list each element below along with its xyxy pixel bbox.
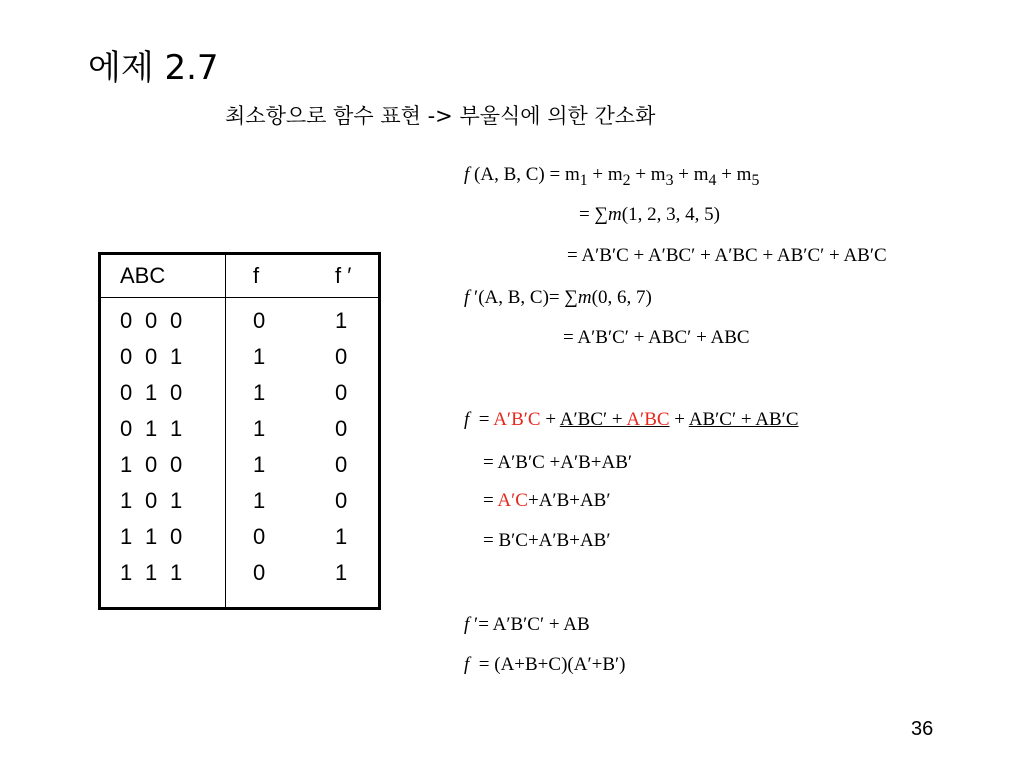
func-f: f [464, 654, 470, 675]
cell-b: 1 [145, 560, 158, 585]
cell-a: 0 [120, 380, 133, 405]
eq-text: = ∑ [579, 204, 609, 225]
cell-f: 0 [253, 524, 266, 549]
cell-f-prime: 0 [335, 488, 348, 513]
eq-text: + m [716, 164, 752, 185]
equation-step-2 [483, 490, 611, 512]
eq-term: A′BC′ + [559, 409, 627, 430]
cell-f-prime: 0 [335, 452, 348, 477]
eq-text: (1, 2, 3, 4, 5) [621, 204, 720, 225]
eq-text: (0, 6, 7) [591, 287, 652, 308]
equation-step-1: = A′B′C +A′B+AB′ [483, 452, 633, 473]
header-f-prime: f ′ [335, 263, 352, 288]
cell-f-prime: 0 [335, 380, 348, 405]
equation-fprime-simplified [464, 614, 590, 636]
cell-f-prime: 0 [335, 344, 348, 369]
eq-term-highlight: A′C [497, 490, 528, 511]
cell-a: 1 [120, 452, 133, 477]
cell-b: 1 [145, 416, 158, 441]
eq-text: + m [630, 164, 666, 185]
header-abc: ABC [120, 263, 166, 288]
cell-f: 0 [253, 308, 266, 333]
table-row [101, 344, 378, 380]
eq-text: ′(A, B, C)= ∑ [469, 287, 578, 308]
eq-group-underlined [560, 409, 670, 430]
table-row [101, 452, 378, 488]
cell-b: 1 [145, 524, 158, 549]
eq-text: = [483, 490, 498, 511]
table-row [101, 488, 378, 524]
cell-f: 0 [253, 560, 266, 585]
table-row [101, 416, 378, 452]
cell-c: 0 [170, 308, 183, 333]
table-row [101, 380, 378, 416]
eq-text: + m [587, 164, 623, 185]
table-row [101, 308, 378, 344]
cell-f-prime: 1 [335, 308, 348, 333]
cell-b: 0 [145, 488, 158, 513]
cell-a: 1 [120, 560, 133, 585]
eq-term-highlight: A′B′C [493, 409, 541, 430]
cell-f: 1 [253, 380, 266, 405]
cell-f-prime: 1 [335, 524, 348, 549]
cell-c: 1 [170, 488, 183, 513]
eq-text: +A′B+AB′ [527, 490, 611, 511]
subscript: 4 [708, 171, 717, 189]
equation-f-sigma [579, 204, 720, 226]
eq-term-highlight: A′BC [626, 409, 670, 430]
cell-f: 1 [253, 488, 266, 513]
cell-c: 0 [170, 524, 183, 549]
eq-text: (A, B, C) = m [469, 164, 580, 185]
cell-b: 1 [145, 380, 158, 405]
cell-c: 0 [170, 380, 183, 405]
subscript: 3 [665, 171, 674, 189]
cell-a: 1 [120, 488, 133, 513]
truth-table [98, 252, 381, 610]
eq-group-underlined: AB′C′ + AB′C [688, 409, 799, 430]
eq-text: = (A+B+C)(A′+B′) [469, 654, 626, 675]
slide-subtitle: 최소항으로 함수 표현 -> 부울식에 의한 간소화 [225, 104, 656, 128]
table-row [101, 524, 378, 560]
slide-title: 에제 2.7 [88, 48, 219, 88]
eq-text: = [469, 409, 494, 430]
cell-f: 1 [253, 344, 266, 369]
cell-c: 1 [170, 416, 183, 441]
equation-f-pos [464, 654, 625, 676]
func-f: f [464, 164, 470, 185]
cell-b: 0 [145, 452, 158, 477]
equation-fprime-sop: = A′B′C′ + ABC′ + ABC [563, 327, 750, 348]
cell-a: 0 [120, 416, 133, 441]
cell-a: 1 [120, 524, 133, 549]
subscript: 2 [622, 171, 631, 189]
table-row [101, 560, 378, 596]
equation-f-sop: = A′B′C + A′BC′ + A′BC + AB′C′ + AB′C [567, 245, 887, 266]
eq-text: ′= A′B′C′ + AB [469, 614, 590, 635]
func-f: f [464, 409, 470, 430]
cell-c: 1 [170, 560, 183, 585]
cell-f-prime: 0 [335, 416, 348, 441]
equation-f-minterms [464, 164, 759, 190]
cell-a: 0 [120, 344, 133, 369]
equation-step-3: = B′C+A′B+AB′ [483, 530, 611, 551]
equation-f-grouped [464, 409, 799, 431]
subscript: 1 [579, 171, 588, 189]
eq-text: + [540, 409, 560, 430]
cell-b: 0 [145, 308, 158, 333]
eq-m: m [577, 287, 592, 308]
func-f: f [464, 614, 470, 635]
eq-m: m [608, 204, 622, 225]
eq-text: + m [673, 164, 709, 185]
cell-a: 0 [120, 308, 133, 333]
cell-c: 1 [170, 344, 183, 369]
equation-fprime-sigma [464, 287, 652, 309]
cell-f: 1 [253, 452, 266, 477]
header-f: f [253, 263, 260, 288]
page-number: 36 [911, 718, 934, 740]
cell-f-prime: 1 [335, 560, 348, 585]
cell-b: 0 [145, 344, 158, 369]
cell-c: 0 [170, 452, 183, 477]
cell-f: 1 [253, 416, 266, 441]
func-f: f [464, 287, 470, 308]
eq-text: + [669, 409, 689, 430]
header-divider [101, 297, 378, 298]
subscript: 5 [751, 171, 760, 189]
